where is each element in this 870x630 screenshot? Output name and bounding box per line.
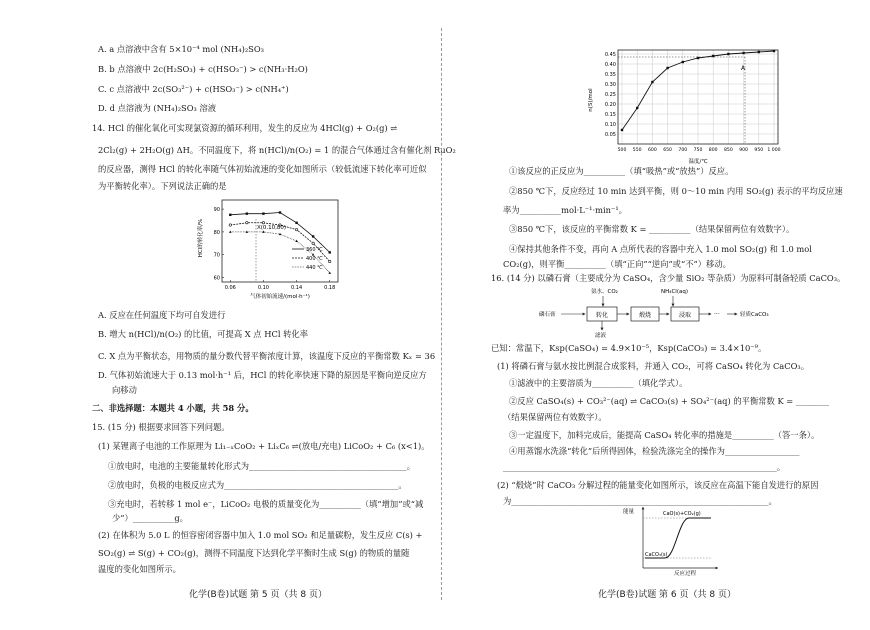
s-ytick-label: 0.35 [604,72,616,78]
q16-part1-q3: ③一定温度下，加料完成后，能提高 CaSO₄ 转化率的措施是__________（答一条）。 [509,430,820,440]
q14-option-b: B. 增大 n(HCl)/n(O₂) 的比值，可提高 X 点 HCl 转化率 [98,329,308,339]
s-ytick-label: 0.15 [604,112,616,118]
q15-part1-q1: ①放电时，电池的主要能量转化形式为______________________________________。 [108,461,415,471]
q15-heading: 15. (15 分) 根据要求回答下列问题。 [92,422,230,432]
q16-part1-q4-answer: __________________________________________________________________。 [503,462,786,472]
energy-profile-diagram [623,504,723,576]
hcl-ytick-label: 70 [213,252,220,259]
s-point [758,51,760,53]
hcl-point [229,214,231,216]
s-xtick-label: 1 000 [767,148,781,153]
right-page [443,0,870,630]
q16-part1-q4: ④用蒸馏水洗涤“转化”后所得固体，检验洗涤完全的操作为__________________ [509,446,800,456]
q15-part2-line2: SO₂(g) ⇌ S(g) + CO₂(g)，测得不同温度下达到化学平衡时生成 S(g) 的物质的量随 [98,548,410,558]
hcl-point [246,212,248,214]
hcl-point [262,212,264,214]
hcl-point [312,242,314,244]
s-ytick-label: 0.10 [604,122,616,128]
page-footer-left: 化学(B卷)试题 第 5 页（共 8 页） [189,590,327,600]
hcl-point [279,233,282,235]
s-point [682,61,684,63]
legend-360: 360 ℃ [306,247,323,253]
s-xtick-label: 600 [648,148,657,153]
q14-stem-line2: 2Cl₂(g) + 2H₂O(g) ΔH。不同温度下，将 n(HCl)/n(O₂) = 1 的混合气体通过含有催化剂 RuO₂ [98,145,456,155]
flow-reagent-2: NH₄Cl(aq) [661,289,688,295]
q14-stem-line1: 14. HCl 的催化氧化可实现氯资源的循环利用，发生的反应为 4HCl(g) + O₂(g) ⇌ [92,123,398,133]
energy-high-label: CaO(s)+CO₂(g) [663,511,701,517]
s-xtick-label: 850 [724,148,733,153]
s-ytick-label: 0.30 [604,82,616,88]
flow-input: 磷石膏 [539,312,556,318]
q15-part2-q4-cont: CO₂(g)，则平衡__________（填“正向”“逆向”或“不”）移动。 [503,259,731,269]
hcl-point [295,228,297,230]
q16-part1-q2-cont: （结果保留两位有效数字）。 [503,412,607,422]
a-point-label: A [741,65,746,72]
energy-ylabel: 能量 [623,509,635,515]
q14-stem-line4: 为平衡转化率）。下列说法正确的是 [98,181,227,191]
section-heading: 二、非选择题：本题共 4 小题，共 58 分。 [92,403,254,413]
s-ytick-label: 0.20 [604,102,616,108]
hcl-ytick-label: 90 [213,207,220,214]
q15-part1-q3-cont: 少”）__________g。 [112,513,188,523]
q14-stem-line3: 的反应器，测得 HCl 的转化率随气体初始流速的变化如图所示（较低流速下转化率可近似 [98,164,427,174]
hcl-legend [292,247,323,271]
q16-given: 已知：常温下，Ksp(CaSO₄) = 4.9×10⁻⁵，Ksp(CaCO₃) = 3.4×10⁻⁹。 [491,343,767,353]
q16-part1-q2: ②反应 CaSO₄(s) + CO₃²⁻(aq) ⇌ CaCO₃(s) + SO₄²⁻(aq) 的平衡常数 K = ________ [509,396,830,406]
s-ytick-label: 0.25 [604,92,616,98]
q15-part1-q3: ③充电时，若转移 1 mol e⁻，LiCoO₂ 电极的质量变化为__________（填“增加”或“减 [108,499,424,509]
q15-part2-q1: ①该反应的正反应为__________（填“吸热”或“放热”）反应。 [509,166,734,176]
page-footer-right: 化学(B卷)试题 第 6 页（共 8 页） [598,590,736,600]
column-divider [441,28,442,600]
hcl-chart-ylabel: HCl的转化率/% [198,218,204,258]
s-point [742,52,744,54]
s-xtick-label: 550 [632,148,642,153]
q13-option-a: A. a 点溶液中含有 5×10⁻⁴ mol (NH₄)₂SO₃ [98,44,264,54]
s-ytick-label: 0.45 [604,52,616,58]
flow-output: 轻质CaCO₃ [740,312,769,318]
hcl-ytick-label: 80 [213,229,220,236]
process-flow-diagram [539,284,809,338]
hcl-point [295,240,298,242]
hcl-xtick-label: 0.18 [324,285,336,291]
hcl-point [246,230,249,232]
hcl-xtick-label: 0.14 [291,285,303,291]
hcl-xtick-label: 0.10 [257,285,269,291]
s-xtick-label: 900 [739,148,748,153]
hcl-ytick-label: 60 [213,275,220,282]
energy-low-label: CaCO₃(s) [645,552,668,558]
q14-option-d-cont: 向移动 [112,385,137,395]
legend-440: 440 ℃ [306,265,323,271]
s-ytick-label: 0.05 [604,132,616,138]
hcl-chart-xlabel: 气体初始流速/(mol·h⁻¹) [250,294,310,300]
flow-dots: ··· [714,311,720,318]
s-point [621,129,623,131]
q16-part1-stem: (1) 将磷石膏与氨水按比例混合成浆料，并通入 CO₂，可将 CaSO₄ 转化为 CaCO₃。 [497,361,810,371]
q15-part1-stem: (1) 某锂离子电池的工作原理为 Li₁₋ₓCoO₂ + LiₓC₆ ⇌(放电/充电) LiCoO₂ + C₆ (x<1)。 [98,441,430,451]
q15-part2-q2: ②850 ℃下，反应经过 10 min 达到平衡，则 0～10 min 内用 SO₂(g) 表示的平均反应速 [509,186,843,196]
s-xtick-label: 650 [663,148,672,153]
energy-xlabel: 反应过程 [673,571,697,576]
hcl-point [279,211,281,213]
s-point [773,50,775,52]
q15-part2-line1: (2) 在体积为 5.0 L 的恒容密闭容器中加入 1.0 mol SO₂ 和足量碳粉，发生反应 C(s) + [98,530,423,540]
legend-400: 400 ℃ [306,256,323,262]
s-point [636,107,638,109]
q13-option-b: B. b 点溶液中 2c(H₂SO₃) + c(HSO₃⁻) > c(NH₃·H₂O) [98,64,308,74]
s-xtick-label: 800 [708,148,718,153]
q15-part2-line3: 温度的变化如图所示。 [98,564,181,574]
hcl-point [329,251,331,253]
flow-box-2: 煅烧 [638,312,652,319]
s-point [651,81,653,83]
q13-option-c: C. c 点溶液中 2c(SO₃²⁻) + c(HSO₃⁻) > c(NH₄⁺) [98,84,289,94]
hcl-conversion-chart [196,192,346,302]
q16-part2-answer: 为______________________________________________________________。 [503,496,777,506]
s-chart-xlabel: 温度/℃ [688,159,708,164]
hcl-point [246,222,248,224]
s-xtick-label: 950 [754,148,764,153]
q13-option-d: D. d 点溶液为 (NH₄)₂SO₃ 溶液 [98,103,217,113]
q16-part2-stem: (2) “煅烧”时 CaCO₃ 分解过程的能量变化如图所示，该反应在高温下能自发进行的原因 [497,480,819,490]
s-xtick-label: 500 [617,148,627,153]
flow-reagent-1: 氨水、CO₂ [591,289,618,295]
q16-part1-q1: ①滤液中的主要溶质为__________（填化学式）。 [509,378,688,388]
x-point-label: X(0.10,80) [257,225,287,231]
hcl-point [312,235,314,237]
s-xtick-label: 700 [678,148,688,153]
s-point [666,67,668,69]
s-chart-ylabel: n(S)/mol [588,88,594,112]
q15-part1-q2: ②放电时，负极的电极反应式为__________________________________________。 [108,480,407,490]
q14-option-c: C. X 点为平衡状态，用物质的量分数代替平衡浓度计算，该温度下反应的平衡常数 Kₓ = 36 [98,351,436,361]
q14-option-a: A. 反应在任何温度下均可自发进行 [98,310,226,320]
hcl-point [229,230,232,232]
hcl-point [229,224,231,226]
hcl-point [329,260,331,262]
hcl-point [262,222,264,224]
flow-filtrate: 滤液 [595,333,607,338]
sulfur-amount-chart [586,44,796,164]
q15-part2-q2-cont: 率为__________mol·L⁻¹·min⁻¹。 [503,205,627,215]
q16-heading: 16. (14 分) 以磷石膏（主要成分为 CaSO₄，含少量 SiO₂ 等杂质）为原料可制备轻质 CaCO₃。 [491,273,846,283]
q15-part2-q4: ④保持其他条件不变，再向 A 点所代表的容器中充入 1.0 mol SO₂(g) 和 1.0 mol [509,244,812,254]
q14-option-d: D. 气体初始流速大于 0.13 mol·h⁻¹ 后，HCl 的转化率快速下降的原因是平衡向逆反应方 [98,370,427,380]
s-ytick-label: 0.40 [604,62,616,68]
s-point [727,53,729,55]
hcl-xtick-label: 0.06 [224,285,236,291]
s-xtick-label: 750 [693,148,703,153]
flow-box-1: 转化 [595,312,609,319]
flow-box-3: 浸取 [678,312,692,319]
q15-part2-q3: ③850 ℃下，该反应的平衡常数 K = __________（结果保留两位有效数字）。 [509,224,795,234]
hcl-point [295,222,297,224]
